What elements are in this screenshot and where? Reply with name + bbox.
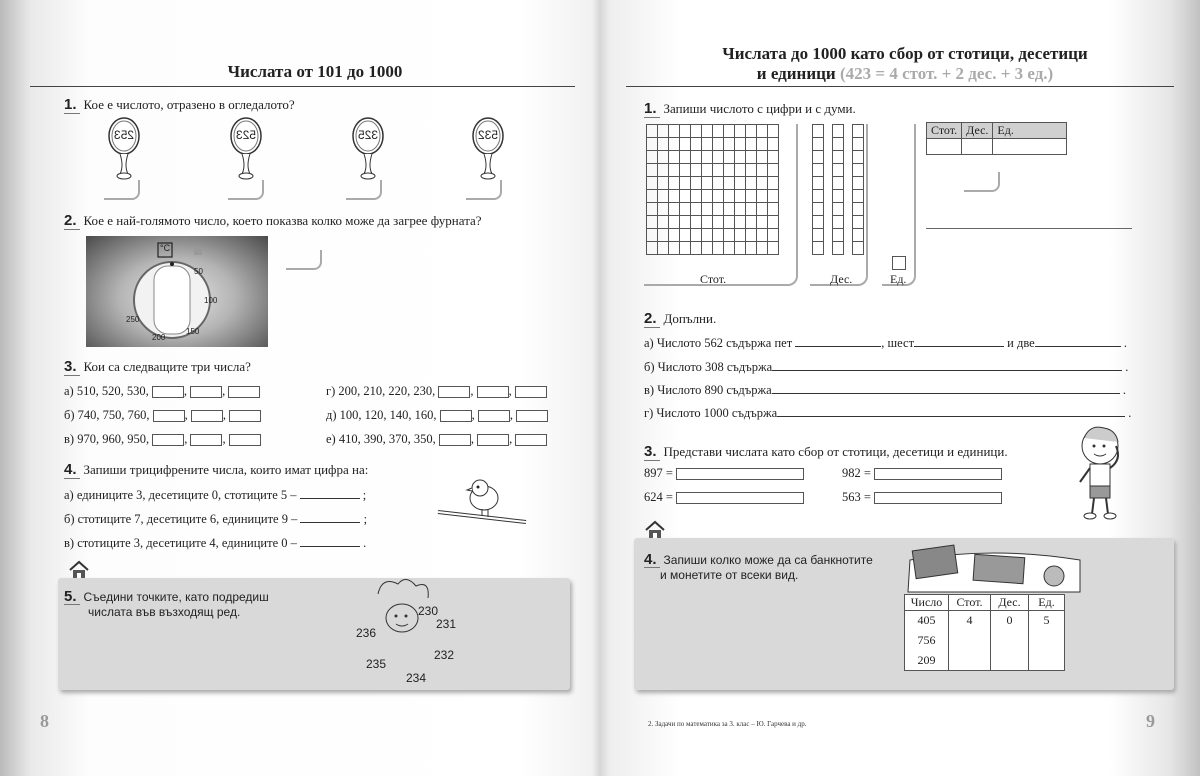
answer-box-oven[interactable] [286, 250, 322, 270]
answer-box-1[interactable] [104, 180, 140, 200]
answer-box[interactable] [152, 386, 184, 398]
sequence-row: г) 200, 210, 220, 230, , , [326, 384, 547, 399]
title-rule-left [30, 86, 575, 87]
mirror-4 [470, 116, 506, 186]
complete-row-b [644, 360, 1128, 375]
task1-left [64, 96, 295, 114]
task-number: 4. [644, 553, 660, 568]
header-number: Число [905, 595, 949, 611]
dot-number[interactable]: 236 [356, 626, 377, 640]
answer-box[interactable] [515, 386, 547, 398]
cell-ones[interactable] [1029, 651, 1065, 671]
answer-blank[interactable] [795, 346, 881, 347]
task-number: 3. [64, 358, 80, 376]
dial-mark: 200 [152, 333, 166, 342]
cell-tens[interactable] [991, 651, 1029, 671]
answer-line-words[interactable] [926, 228, 1132, 229]
answer-blank[interactable] [772, 393, 1120, 394]
sum-input[interactable] [874, 492, 1002, 504]
bird-on-pencil-illustration [436, 476, 528, 526]
task3-left [64, 358, 251, 376]
mirror-2 [228, 116, 264, 186]
cell-ones[interactable] [1029, 631, 1065, 651]
sequence-text: е) 410, 390, 370, 350, [326, 432, 436, 446]
hundreds-label: Стот. [700, 272, 727, 286]
sum-label: 897 = [644, 466, 673, 480]
right-page [600, 0, 1200, 776]
sequence-row: д) 100, 120, 140, 160, , , [326, 408, 548, 423]
mirror-number: 325 [357, 128, 379, 142]
title-example: (423 = 4 стот. + 2 дес. + 3 ед.) [839, 64, 1054, 83]
task-text: числата във възходящ ред. [88, 605, 241, 619]
hundreds-grid [646, 124, 779, 255]
answer-box-3[interactable] [346, 180, 382, 200]
sum-label: 624 = [644, 490, 673, 504]
answer-box[interactable] [477, 434, 509, 446]
row-text: г) Числото 1000 съдържа [644, 406, 778, 420]
row-text: , шест [881, 336, 915, 350]
cell-ones[interactable]: 5 [1029, 611, 1065, 631]
page-number-right: 9 [1146, 711, 1155, 731]
sequence-text: в) 970, 960, 950, [64, 432, 150, 446]
answer-box[interactable] [229, 434, 261, 446]
task5-left [64, 590, 269, 619]
mirror-number: 253 [113, 128, 135, 142]
task-number: 1. [644, 100, 660, 118]
punct: . [1128, 406, 1132, 420]
answer-blank[interactable] [300, 546, 360, 547]
dial-mark: 150 [186, 327, 200, 336]
sum-row [644, 490, 804, 505]
ones-cube [892, 256, 906, 270]
oven-photo [86, 236, 268, 347]
sequence-text: д) 100, 120, 140, 160, [326, 408, 437, 422]
header-tens: Дес. [991, 595, 1029, 611]
answer-blank[interactable] [1035, 346, 1121, 347]
complete-row-c [644, 383, 1126, 398]
sum-input[interactable] [676, 468, 804, 480]
answer-box[interactable] [191, 410, 223, 422]
tens-grid-2 [832, 124, 844, 255]
answer-box[interactable] [516, 410, 548, 422]
answer-box[interactable] [478, 410, 510, 422]
cell-number: 405 [905, 611, 949, 631]
cell-tens[interactable] [991, 631, 1029, 651]
task-text: Съедини точките, като подредиш [83, 590, 269, 604]
dot-number[interactable]: 232 [434, 648, 455, 662]
digit-text: а) единиците 3, десетиците 0, стотиците 5 – [64, 488, 297, 502]
answer-blank[interactable] [914, 346, 1004, 347]
task4-left [64, 461, 368, 479]
answer-box[interactable] [438, 386, 470, 398]
header-hundreds: Стот. [927, 123, 962, 139]
mirror-number: 523 [235, 128, 257, 142]
page-title-left: Числата от 101 до 1000 [227, 62, 403, 81]
home-icon [644, 520, 666, 540]
cell-number: 756 [905, 631, 949, 651]
place-value-table [926, 122, 1067, 155]
answer-blank[interactable] [772, 370, 1122, 371]
answer-blank[interactable] [300, 498, 360, 499]
answer-box[interactable] [439, 434, 471, 446]
money-illustration [904, 540, 1084, 596]
answer-blank[interactable] [777, 416, 1125, 417]
digit-text: б) стотиците 7, десетиците 6, единиците 9 – [64, 512, 298, 526]
task1-right [644, 100, 856, 118]
home-icon [68, 560, 90, 580]
task3-right [644, 443, 1008, 461]
sequence-row: в) 970, 960, 950, , , [64, 432, 261, 447]
sum-input[interactable] [874, 468, 1002, 480]
answer-blank[interactable] [300, 522, 360, 523]
row-text: и две [1004, 336, 1035, 350]
sum-row [842, 466, 1002, 481]
task-number: 1. [64, 96, 80, 114]
task-text: Кое е числото, отразено в огледалото? [83, 97, 295, 112]
task-text: Запиши колко може да са банкнотите [663, 553, 873, 567]
sequence-row: е) 410, 390, 370, 350, , , [326, 432, 547, 447]
header-ones: Ед. [1029, 595, 1065, 611]
answer-box[interactable] [515, 434, 547, 446]
cell-hundreds[interactable]: 4 [949, 611, 991, 631]
row-text: а) Числото 562 съдържа пет [644, 336, 793, 350]
cell-number: 209 [905, 651, 949, 671]
task-text: Запиши числото с цифри и с думи. [663, 101, 856, 116]
sum-label: 563 = [842, 490, 871, 504]
cell-input[interactable] [927, 139, 962, 155]
answer-box[interactable] [190, 386, 222, 398]
answer-box[interactable] [229, 410, 261, 422]
task-number: 3. [644, 443, 660, 461]
mirror-3 [350, 116, 386, 186]
tens-label: Дес. [830, 272, 853, 286]
mirror-number: 532 [477, 128, 499, 142]
dot-number[interactable]: 230 [418, 604, 439, 618]
sum-row [842, 490, 1002, 505]
punct: . [1125, 360, 1129, 374]
boy-illustration [1070, 424, 1134, 522]
tens-grid-1 [812, 124, 824, 255]
dot-number[interactable]: 235 [366, 657, 387, 671]
dot-number[interactable]: 231 [436, 617, 457, 631]
punct: . [1123, 336, 1127, 350]
header-ones: Ед. [993, 123, 1067, 139]
sequence-text: б) 740, 750, 760, [64, 408, 150, 422]
task-text: Допълни. [663, 311, 717, 326]
answer-box[interactable] [440, 410, 472, 422]
cell-input[interactable] [993, 139, 1067, 155]
sum-row [644, 466, 804, 481]
sequence-text: г) 200, 210, 220, 230, [326, 384, 436, 398]
task-number: 4. [64, 461, 80, 479]
digit-row [64, 512, 367, 527]
row-text: в) Числото 890 съдържа [644, 383, 772, 397]
sequence-row: а) 510, 520, 530, , , [64, 384, 260, 399]
title-rule-right [626, 86, 1174, 87]
title-line-1: Числата до 1000 като сбор от стотици, десетици [722, 44, 1088, 63]
answer-box[interactable] [228, 386, 260, 398]
punct: ; [362, 488, 367, 502]
digit-text: в) стотиците 3, десетиците 4, единиците 0 – [64, 536, 297, 550]
header-hundreds: Стот. [949, 595, 991, 611]
tens-grid-3 [852, 124, 864, 255]
task-number: 2. [64, 212, 80, 230]
answer-box[interactable] [190, 434, 222, 446]
dial-mark: 100 [204, 296, 218, 305]
dial-mark: 250 [126, 315, 140, 324]
dial-mark: 50 [194, 267, 203, 276]
task-number: 5. [64, 590, 80, 605]
row-text: б) Числото 308 съдържа [644, 360, 773, 374]
answer-box[interactable] [153, 410, 185, 422]
cell-hundreds[interactable] [949, 631, 991, 651]
cell-hundreds[interactable] [949, 651, 991, 671]
celsius-icon: °C [160, 243, 171, 253]
complete-row-a [644, 336, 1127, 351]
complete-row-d [644, 406, 1131, 421]
answer-box[interactable] [477, 386, 509, 398]
task-text: Кои са следващите три числа? [83, 359, 251, 374]
task-text: и монетите от всеки вид. [660, 568, 799, 582]
task-text: Представи числата като сбор от стотици, десетици и единици. [663, 444, 1008, 459]
title-line-2: и единици [756, 64, 836, 83]
sum-label: 982 = [842, 466, 871, 480]
page-title-right [640, 44, 1170, 84]
answer-box-2[interactable] [228, 180, 264, 200]
sequence-text: а) 510, 520, 530, [64, 384, 149, 398]
page-number-left: 8 [40, 711, 49, 731]
task4-right [644, 553, 873, 582]
task2-right [644, 310, 716, 328]
dot-number[interactable]: 234 [406, 671, 427, 685]
cell-tens[interactable]: 0 [991, 611, 1029, 631]
task-number: 2. [644, 310, 660, 328]
punct: . [363, 536, 367, 550]
answer-box[interactable] [152, 434, 184, 446]
sum-input[interactable] [676, 492, 804, 504]
sequence-row: б) 740, 750, 760, , , [64, 408, 261, 423]
header-tens: Дес. [962, 123, 993, 139]
task-text: Кое е най-голямото число, което показва колко може да загрее фурната? [83, 213, 482, 228]
ones-label: Ед. [890, 272, 907, 286]
answer-box-4[interactable] [466, 180, 502, 200]
digit-row [64, 536, 366, 551]
cell-input[interactable] [962, 139, 993, 155]
task2-left [64, 212, 482, 230]
punct: . [1122, 383, 1126, 397]
answer-box-digits[interactable] [964, 172, 1000, 192]
footnote: 2. Задачи по математика за 3. клас – Ю. Гарчева и др. [648, 720, 807, 728]
punct: ; [363, 512, 368, 526]
money-table [904, 594, 1065, 671]
mirror-1 [106, 116, 142, 186]
task-text: Запиши трицифрените числа, които имат цифра на: [83, 462, 369, 477]
digit-row [64, 488, 366, 503]
